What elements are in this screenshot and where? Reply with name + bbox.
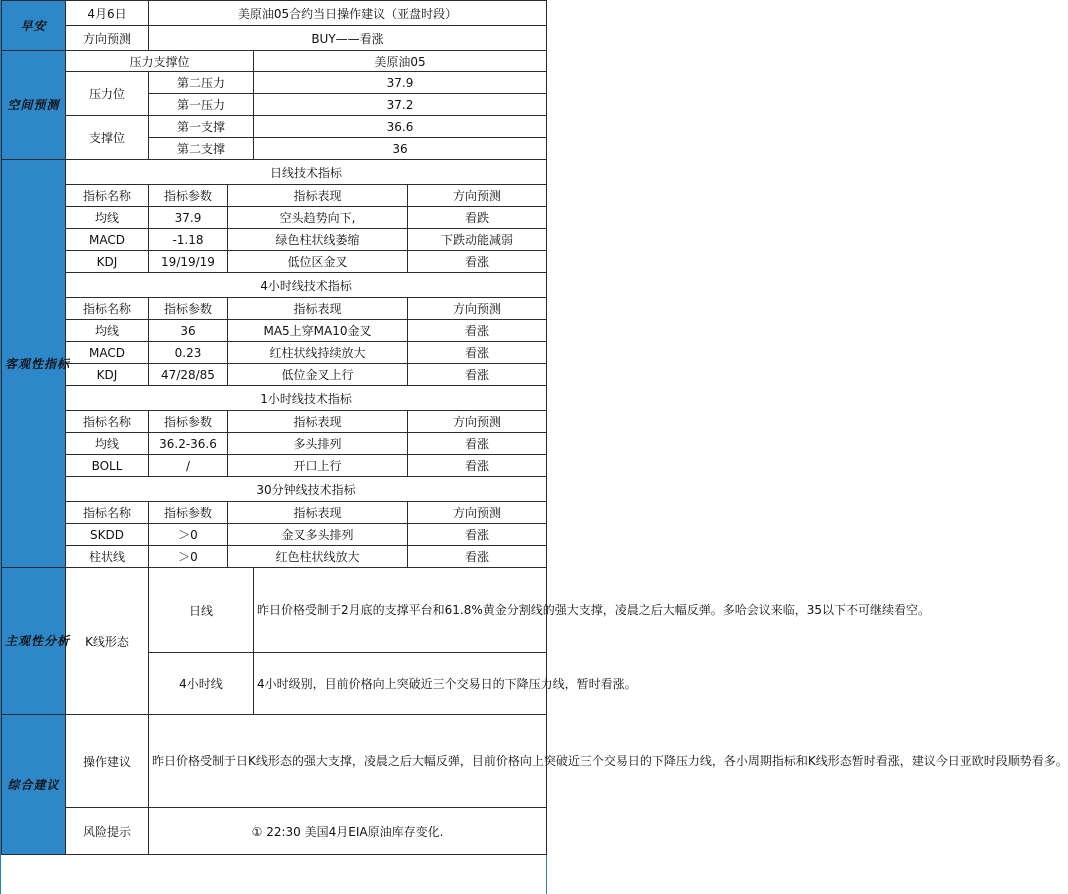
indicator-row	[2, 433, 547, 455]
indicator-row	[2, 207, 547, 229]
space-row	[2, 72, 547, 94]
group-title-1h: 1小时线技术指标	[66, 386, 547, 411]
indicator-param: 36.2-36.6	[149, 433, 228, 455]
level-name: 第二压力	[149, 72, 254, 94]
section-label-space: 空间预测	[2, 51, 66, 160]
indicator-direction: 看涨	[408, 455, 547, 477]
indicator-name: MACD	[66, 229, 149, 251]
advice-label: 操作建议	[66, 715, 149, 808]
risk-label: 风险提示	[66, 808, 149, 855]
h4-label: 4小时线	[149, 653, 254, 715]
risk-text: ① 22:30 美国4月EIA原油库存变化.	[149, 808, 547, 855]
space-col-header: 压力支撑位	[66, 51, 254, 72]
indicator-header-row	[2, 298, 547, 320]
indicator-name: 均线	[66, 433, 149, 455]
indicator-header-row	[2, 185, 547, 207]
header-direction: 方向预测	[408, 185, 547, 207]
subjective-row-daily	[2, 568, 547, 653]
indicator-header-row	[2, 502, 547, 524]
header-name: 指标名称	[66, 185, 149, 207]
group-title-row	[2, 160, 547, 185]
indicator-name: BOLL	[66, 455, 149, 477]
header-name: 指标名称	[66, 502, 149, 524]
indicator-direction: 看涨	[408, 320, 547, 342]
advice-text: 昨日价格受制于日K线形态的强大支撑，凌晨之后大幅反弹，目前价格向上突破近三个交易日的下降压力线，各小周期指标和K线形态暂时看涨，建议今日亚欧时段顺势看多。	[149, 715, 547, 808]
header-name: 指标名称	[66, 298, 149, 320]
indicator-direction: 看涨	[408, 364, 547, 386]
level-value: 36	[254, 138, 547, 160]
level-name: 第一压力	[149, 94, 254, 116]
summary-row-advice	[2, 715, 547, 808]
indicator-param: 36	[149, 320, 228, 342]
indicator-name: KDJ	[66, 364, 149, 386]
section-label-summary: 综合建议	[2, 715, 66, 855]
indicator-param: ＞0	[149, 524, 228, 546]
date-cell: 4月6日	[66, 1, 149, 26]
report-table	[1, 0, 1068, 855]
forecast-label: 方向预测	[66, 26, 149, 51]
indicator-performance: 多头排列	[228, 433, 408, 455]
indicator-direction: 下跌动能减弱	[408, 229, 547, 251]
indicator-row	[2, 364, 547, 386]
indicator-direction: 看涨	[408, 546, 547, 568]
indicator-row	[2, 546, 547, 568]
header-performance: 指标表现	[228, 298, 408, 320]
group-title-4h: 4小时线技术指标	[66, 273, 547, 298]
header-param: 指标参数	[149, 411, 228, 433]
summary-row-risk	[2, 808, 547, 855]
indicator-performance: 红色柱状线放大	[228, 546, 408, 568]
space-contract: 美原油05	[254, 51, 547, 72]
indicator-performance: 开口上行	[228, 455, 408, 477]
indicator-name: SKDD	[66, 524, 149, 546]
indicator-performance: 低位金叉上行	[228, 364, 408, 386]
header-direction: 方向预测	[408, 502, 547, 524]
indicator-param: /	[149, 455, 228, 477]
indicator-header-row	[2, 411, 547, 433]
indicator-direction: 看涨	[408, 524, 547, 546]
daily-label: 日线	[149, 568, 254, 653]
header-param: 指标参数	[149, 298, 228, 320]
header-performance: 指标表现	[228, 411, 408, 433]
header-name: 指标名称	[66, 411, 149, 433]
level-value: 37.9	[254, 72, 547, 94]
indicator-param: -1.18	[149, 229, 228, 251]
header-param: 指标参数	[149, 502, 228, 524]
group-title-30m: 30分钟线技术指标	[66, 477, 547, 502]
indicator-name: 均线	[66, 320, 149, 342]
indicator-direction: 看涨	[408, 342, 547, 364]
indicator-direction: 看跌	[408, 207, 547, 229]
pressure-label: 压力位	[66, 72, 149, 116]
indicator-direction: 看涨	[408, 251, 547, 273]
indicator-row	[2, 251, 547, 273]
indicator-performance: 绿色柱状线萎缩	[228, 229, 408, 251]
group-title-row	[2, 477, 547, 502]
header-row-date	[2, 1, 547, 26]
section-label-objective: 客观性指标	[2, 160, 66, 568]
report-title: 美原油05合约当日操作建议（亚盘时段）	[149, 1, 547, 26]
indicator-param: 37.9	[149, 207, 228, 229]
indicator-name: MACD	[66, 342, 149, 364]
indicator-row	[2, 524, 547, 546]
kline-label: K线形态	[66, 568, 149, 715]
indicator-name: 均线	[66, 207, 149, 229]
header-direction: 方向预测	[408, 298, 547, 320]
indicator-performance: 金叉多头排列	[228, 524, 408, 546]
header-direction: 方向预测	[408, 411, 547, 433]
support-label: 支撑位	[66, 116, 149, 160]
indicator-performance: 空头趋势向下,	[228, 207, 408, 229]
level-name: 第一支撑	[149, 116, 254, 138]
section-label-subjective: 主观性分析	[2, 568, 66, 715]
indicator-performance: MA5上穿MA10金叉	[228, 320, 408, 342]
indicator-param: 19/19/19	[149, 251, 228, 273]
group-title-daily: 日线技术指标	[66, 160, 547, 185]
group-title-row	[2, 273, 547, 298]
level-value: 37.2	[254, 94, 547, 116]
header-row-forecast	[2, 26, 547, 51]
header-performance: 指标表现	[228, 502, 408, 524]
indicator-performance: 低位区金叉	[228, 251, 408, 273]
space-row	[2, 116, 547, 138]
h4-analysis-text: 4小时级别，目前价格向上突破近三个交易日的下降压力线，暂时看涨。	[254, 653, 547, 715]
section-label-morning: 早安	[2, 1, 66, 51]
indicator-performance: 红柱状线持续放大	[228, 342, 408, 364]
header-param: 指标参数	[149, 185, 228, 207]
level-name: 第二支撑	[149, 138, 254, 160]
indicator-direction: 看涨	[408, 433, 547, 455]
indicator-param: ＞0	[149, 546, 228, 568]
indicator-row	[2, 455, 547, 477]
indicator-name: KDJ	[66, 251, 149, 273]
space-header-row	[2, 51, 547, 72]
daily-analysis-text: 昨日价格受制于2月底的支撑平台和61.8%黄金分割线的强大支撑，凌晨之后大幅反弹。多哈会议来临，35以下不可继续看空。	[254, 568, 547, 653]
group-title-row	[2, 386, 547, 411]
forecast-value: BUY——看涨	[149, 26, 547, 51]
indicator-row	[2, 342, 547, 364]
header-performance: 指标表现	[228, 185, 408, 207]
level-value: 36.6	[254, 116, 547, 138]
indicator-param: 0.23	[149, 342, 228, 364]
indicator-row	[2, 229, 547, 251]
indicator-name: 柱状线	[66, 546, 149, 568]
indicator-row	[2, 320, 547, 342]
indicator-param: 47/28/85	[149, 364, 228, 386]
